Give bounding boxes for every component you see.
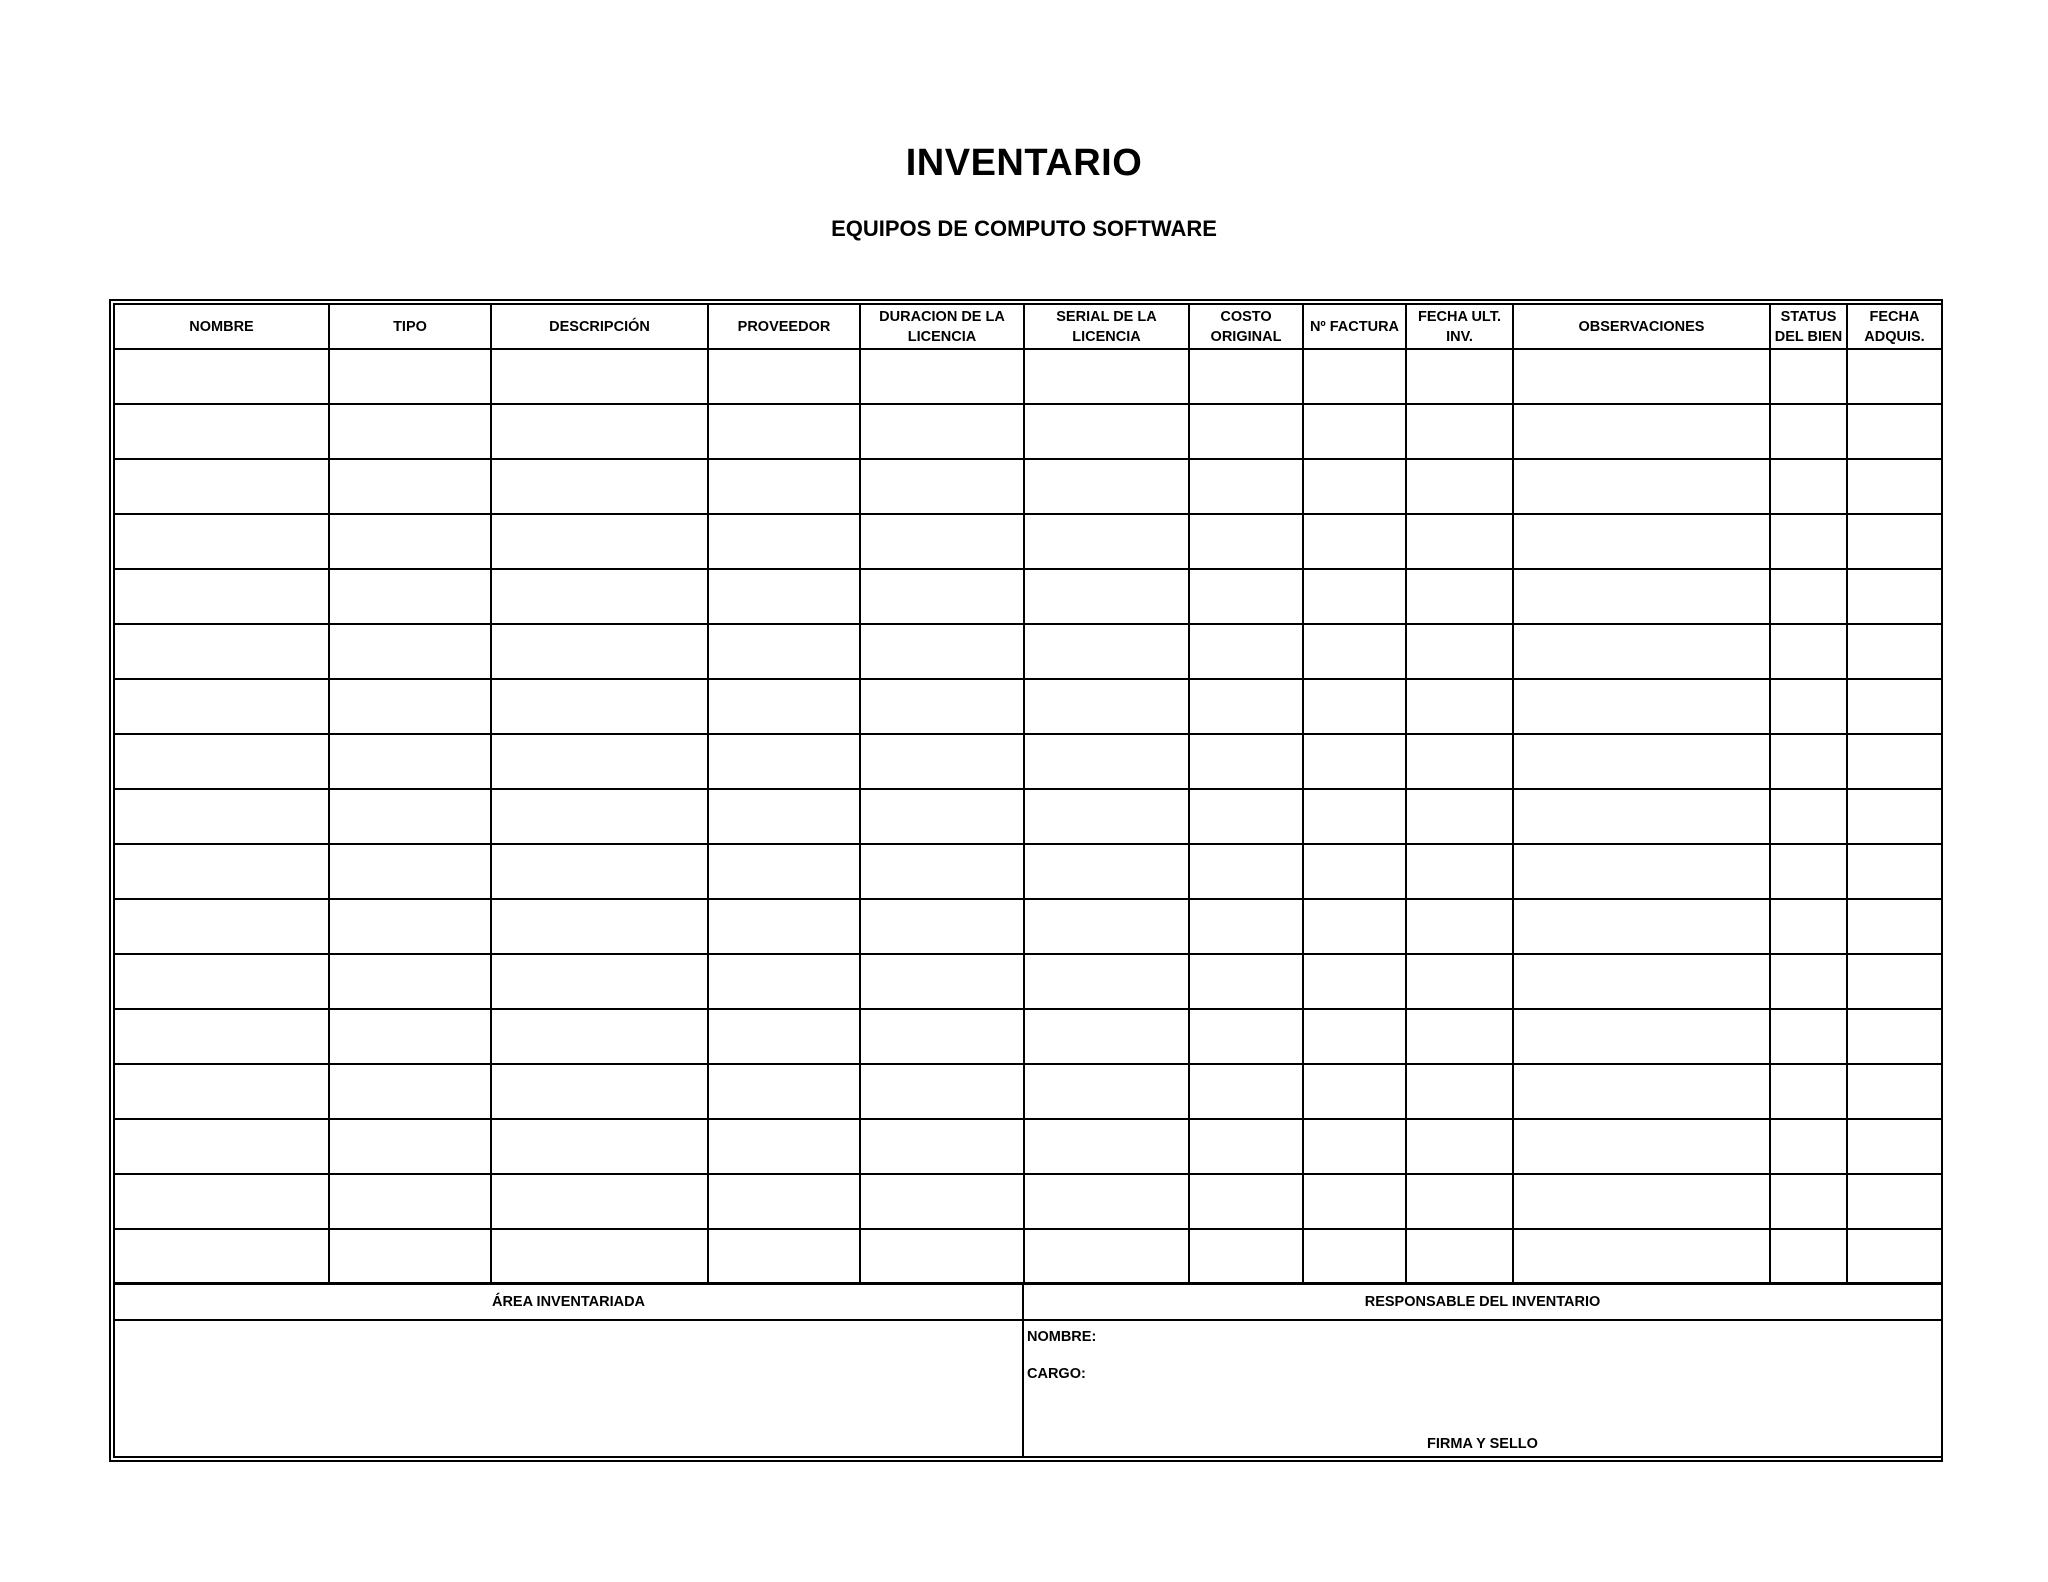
table-cell[interactable]: [1847, 844, 1942, 899]
table-cell[interactable]: [1024, 459, 1189, 514]
table-row: [114, 789, 1942, 844]
table-cell[interactable]: [1406, 679, 1513, 734]
table-cell[interactable]: [1847, 734, 1942, 789]
area-inventariada-label: ÁREA INVENTARIADA: [114, 1283, 1023, 1320]
table-cell[interactable]: [491, 404, 708, 459]
table-row: [114, 1064, 1942, 1119]
table-cell[interactable]: [491, 899, 708, 954]
table-cell[interactable]: [329, 349, 491, 404]
table-cell[interactable]: [1406, 624, 1513, 679]
table-cell[interactable]: [708, 789, 860, 844]
table-cell[interactable]: [1189, 1119, 1303, 1174]
table-cell[interactable]: [860, 899, 1024, 954]
table-cell[interactable]: [708, 899, 860, 954]
table-cell[interactable]: [329, 844, 491, 899]
table-cell[interactable]: [1024, 1174, 1189, 1229]
table-cell[interactable]: [114, 349, 329, 404]
nombre-label: NOMBRE:: [1027, 1329, 1097, 1345]
page-subtitle: EQUIPOS DE COMPUTO SOFTWARE: [831, 216, 1217, 241]
table-cell[interactable]: [860, 404, 1024, 459]
table-cell[interactable]: [329, 404, 491, 459]
table-cell[interactable]: [708, 1174, 860, 1229]
table-row: [114, 954, 1942, 1009]
table-cell[interactable]: [1303, 844, 1406, 899]
table-cell[interactable]: [860, 679, 1024, 734]
table-cell[interactable]: [708, 514, 860, 569]
table-cell[interactable]: [860, 459, 1024, 514]
table-cell[interactable]: [860, 624, 1024, 679]
table-cell[interactable]: [860, 734, 1024, 789]
column-header: OBSERVACIONES: [1513, 304, 1770, 349]
table-cell[interactable]: [1513, 1119, 1770, 1174]
table-cell[interactable]: [1847, 404, 1942, 459]
table-cell[interactable]: [1847, 569, 1942, 624]
table-cell[interactable]: [1189, 349, 1303, 404]
column-header: Nº FACTURA: [1303, 304, 1406, 349]
table-cell[interactable]: [491, 1009, 708, 1064]
table-row: [114, 459, 1942, 514]
footer-table: [113, 1282, 1943, 1458]
table-cell[interactable]: [1513, 514, 1770, 569]
table-cell[interactable]: [114, 569, 329, 624]
table-cell[interactable]: [708, 404, 860, 459]
table-cell[interactable]: [1770, 1174, 1847, 1229]
table-cell[interactable]: [1406, 734, 1513, 789]
table-cell[interactable]: [1406, 404, 1513, 459]
table-cell[interactable]: [1303, 1229, 1406, 1284]
table-cell[interactable]: [1303, 514, 1406, 569]
table-cell[interactable]: [329, 1119, 491, 1174]
table-cell[interactable]: [708, 569, 860, 624]
table-cell[interactable]: [1189, 1009, 1303, 1064]
table-cell[interactable]: [1024, 1009, 1189, 1064]
responsable-label: RESPONSABLE DEL INVENTARIO: [1023, 1283, 1942, 1320]
table-cell[interactable]: [491, 1119, 708, 1174]
table-cell[interactable]: [1770, 1229, 1847, 1284]
table-cell[interactable]: [491, 679, 708, 734]
table-row: [114, 844, 1942, 899]
table-cell[interactable]: [860, 1174, 1024, 1229]
table-cell[interactable]: [329, 569, 491, 624]
table-body: [114, 349, 1942, 1284]
table-cell[interactable]: [860, 1064, 1024, 1119]
table-cell[interactable]: [1303, 1064, 1406, 1119]
table-cell[interactable]: [1770, 899, 1847, 954]
table-cell[interactable]: [708, 844, 860, 899]
table-cell[interactable]: [860, 1229, 1024, 1284]
table-cell[interactable]: [1024, 734, 1189, 789]
table-cell[interactable]: [860, 1119, 1024, 1174]
table-cell[interactable]: [1024, 954, 1189, 1009]
table-row: [114, 1119, 1942, 1174]
table-row: [114, 1174, 1942, 1229]
column-header: DURACION DE LA LICENCIA: [860, 304, 1024, 349]
table-cell[interactable]: [114, 679, 329, 734]
table-cell[interactable]: [860, 569, 1024, 624]
table-cell[interactable]: [1406, 844, 1513, 899]
table-cell[interactable]: [1513, 404, 1770, 459]
table-cell[interactable]: [114, 1009, 329, 1064]
table-cell[interactable]: [491, 624, 708, 679]
table-cell[interactable]: [1513, 954, 1770, 1009]
table-cell[interactable]: [708, 459, 860, 514]
table-cell[interactable]: [1303, 1174, 1406, 1229]
column-header: FECHA ADQUIS.: [1847, 304, 1942, 349]
table-cell[interactable]: [1770, 514, 1847, 569]
table-cell[interactable]: [860, 349, 1024, 404]
table-cell[interactable]: [329, 1174, 491, 1229]
table-cell[interactable]: [1406, 789, 1513, 844]
table-row: [114, 349, 1942, 404]
table-cell[interactable]: [1513, 789, 1770, 844]
table-cell[interactable]: [1024, 1119, 1189, 1174]
table-cell[interactable]: [1513, 569, 1770, 624]
table-cell[interactable]: [491, 1229, 708, 1284]
table-cell[interactable]: [1770, 1119, 1847, 1174]
table-cell[interactable]: [1513, 844, 1770, 899]
table-row: [114, 734, 1942, 789]
table-cell[interactable]: [1024, 514, 1189, 569]
table-cell[interactable]: [1406, 954, 1513, 1009]
table-cell[interactable]: [860, 954, 1024, 1009]
table-cell[interactable]: [329, 734, 491, 789]
table-cell[interactable]: [1513, 459, 1770, 514]
table-cell[interactable]: [491, 569, 708, 624]
table-cell[interactable]: [708, 1064, 860, 1119]
table-cell[interactable]: [1189, 514, 1303, 569]
table-cell[interactable]: [114, 1119, 329, 1174]
table-cell[interactable]: [1024, 404, 1189, 459]
table-row: [114, 1009, 1942, 1064]
table-row: [114, 1229, 1942, 1284]
table-cell[interactable]: [1303, 624, 1406, 679]
table-cell[interactable]: [114, 899, 329, 954]
table-cell[interactable]: [329, 899, 491, 954]
table-cell[interactable]: [491, 734, 708, 789]
table-cell[interactable]: [1770, 1009, 1847, 1064]
table-cell[interactable]: [1189, 789, 1303, 844]
table-cell[interactable]: [114, 624, 329, 679]
table-cell[interactable]: [114, 404, 329, 459]
table-cell[interactable]: [329, 1229, 491, 1284]
table-cell[interactable]: [708, 1119, 860, 1174]
table-cell[interactable]: [114, 514, 329, 569]
table-cell[interactable]: [1406, 1064, 1513, 1119]
table-cell[interactable]: [1847, 1174, 1942, 1229]
table-cell[interactable]: [708, 734, 860, 789]
table-cell[interactable]: [491, 514, 708, 569]
table-row: [114, 624, 1942, 679]
table-cell[interactable]: [1189, 404, 1303, 459]
table-cell[interactable]: [1189, 734, 1303, 789]
table-cell[interactable]: [329, 1009, 491, 1064]
table-cell[interactable]: [1770, 734, 1847, 789]
table-cell[interactable]: [491, 844, 708, 899]
column-header: SERIAL DE LA LICENCIA: [1024, 304, 1189, 349]
table-cell[interactable]: [1189, 679, 1303, 734]
table-cell[interactable]: [1847, 954, 1942, 1009]
table-cell[interactable]: [1406, 514, 1513, 569]
table-cell[interactable]: [1847, 459, 1942, 514]
table-cell[interactable]: [1189, 1174, 1303, 1229]
table-cell[interactable]: [1303, 789, 1406, 844]
table-cell[interactable]: [1406, 459, 1513, 514]
table-cell[interactable]: [1406, 569, 1513, 624]
table-cell[interactable]: [708, 1009, 860, 1064]
table-cell[interactable]: [1406, 1229, 1513, 1284]
table-row: [114, 899, 1942, 954]
column-header: STATUS DEL BIEN: [1770, 304, 1847, 349]
table-cell[interactable]: [860, 1009, 1024, 1064]
table-cell[interactable]: [114, 734, 329, 789]
table-cell[interactable]: [1513, 1009, 1770, 1064]
table-cell[interactable]: [708, 954, 860, 1009]
table-cell[interactable]: [491, 954, 708, 1009]
table-cell[interactable]: [329, 459, 491, 514]
table-cell[interactable]: [1189, 624, 1303, 679]
table-cell[interactable]: [329, 954, 491, 1009]
table-cell[interactable]: [860, 789, 1024, 844]
column-header: PROVEEDOR: [708, 304, 860, 349]
table-cell[interactable]: [491, 349, 708, 404]
table-cell[interactable]: [114, 1064, 329, 1119]
column-header: NOMBRE: [114, 304, 329, 349]
table-cell[interactable]: [1847, 349, 1942, 404]
table-cell[interactable]: [1303, 954, 1406, 1009]
responsable-field[interactable]: [1023, 1320, 1942, 1457]
table-cell[interactable]: [1770, 1064, 1847, 1119]
table-cell[interactable]: [1024, 569, 1189, 624]
page-title: INVENTARIO: [905, 142, 1143, 184]
table-cell[interactable]: [1024, 624, 1189, 679]
table-cell[interactable]: [114, 954, 329, 1009]
column-header: COSTO ORIGINAL: [1189, 304, 1303, 349]
table-cell[interactable]: [1189, 1229, 1303, 1284]
table-row: [114, 404, 1942, 459]
table-cell[interactable]: [1303, 569, 1406, 624]
table-cell[interactable]: [1024, 679, 1189, 734]
table-cell[interactable]: [1847, 1009, 1942, 1064]
table-cell[interactable]: [1770, 404, 1847, 459]
table-cell[interactable]: [1770, 679, 1847, 734]
table-cell[interactable]: [1024, 1064, 1189, 1119]
table-cell[interactable]: [1406, 899, 1513, 954]
table-cell[interactable]: [114, 1174, 329, 1229]
table-cell[interactable]: [1024, 789, 1189, 844]
table-cell[interactable]: [114, 459, 329, 514]
table-cell[interactable]: [1303, 1119, 1406, 1174]
table-cell[interactable]: [1189, 1064, 1303, 1119]
table-cell[interactable]: [1406, 1009, 1513, 1064]
table-cell[interactable]: [1189, 899, 1303, 954]
table-cell[interactable]: [1513, 1229, 1770, 1284]
column-header: DESCRIPCIÓN: [491, 304, 708, 349]
table-cell[interactable]: [1406, 1174, 1513, 1229]
table-cell[interactable]: [1024, 844, 1189, 899]
table-cell[interactable]: [114, 844, 329, 899]
table-row: [114, 679, 1942, 734]
table-cell[interactable]: [329, 789, 491, 844]
table-cell[interactable]: [708, 349, 860, 404]
table-cell[interactable]: [1847, 624, 1942, 679]
table-cell[interactable]: [1770, 844, 1847, 899]
table-cell[interactable]: [1847, 899, 1942, 954]
table-cell[interactable]: [329, 679, 491, 734]
table-cell[interactable]: [1303, 349, 1406, 404]
table-cell[interactable]: [114, 789, 329, 844]
table-cell[interactable]: [1303, 1009, 1406, 1064]
table-cell[interactable]: [1513, 679, 1770, 734]
table-cell[interactable]: [708, 624, 860, 679]
table-cell[interactable]: [860, 514, 1024, 569]
table-cell[interactable]: [1406, 349, 1513, 404]
table-cell[interactable]: [1770, 954, 1847, 1009]
table-cell[interactable]: [1303, 899, 1406, 954]
table-cell[interactable]: [1303, 679, 1406, 734]
table-cell[interactable]: [708, 679, 860, 734]
area-inventariada-field[interactable]: [114, 1320, 1023, 1457]
table-cell[interactable]: [1189, 459, 1303, 514]
table-cell[interactable]: [1770, 569, 1847, 624]
table-cell[interactable]: [1303, 404, 1406, 459]
cargo-label: CARGO:: [1027, 1366, 1086, 1382]
table-cell[interactable]: [1513, 349, 1770, 404]
table-cell[interactable]: [1847, 789, 1942, 844]
table-cell[interactable]: [114, 1229, 329, 1284]
table-cell[interactable]: [329, 1064, 491, 1119]
inventory-table: [113, 303, 1943, 1285]
table-cell[interactable]: [1847, 679, 1942, 734]
table-cell[interactable]: [491, 1064, 708, 1119]
table-header-row: [114, 304, 1942, 349]
table-cell[interactable]: [1024, 349, 1189, 404]
table-cell[interactable]: [1770, 349, 1847, 404]
table-row: [114, 569, 1942, 624]
table-cell[interactable]: [1513, 899, 1770, 954]
table-row: [114, 514, 1942, 569]
table-cell[interactable]: [329, 514, 491, 569]
table-cell[interactable]: [1189, 844, 1303, 899]
table-cell[interactable]: [1303, 734, 1406, 789]
table-cell[interactable]: [1024, 899, 1189, 954]
table-cell[interactable]: [1303, 459, 1406, 514]
table-cell[interactable]: [708, 1229, 860, 1284]
table-cell[interactable]: [1770, 789, 1847, 844]
table-cell[interactable]: [1513, 1064, 1770, 1119]
table-cell[interactable]: [1770, 624, 1847, 679]
table-cell[interactable]: [491, 1174, 708, 1229]
table-cell[interactable]: [329, 624, 491, 679]
table-cell[interactable]: [1189, 954, 1303, 1009]
table-cell[interactable]: [1513, 1174, 1770, 1229]
table-cell[interactable]: [1847, 1229, 1942, 1284]
column-header: FECHA ULT. INV.: [1406, 304, 1513, 349]
table-cell[interactable]: [1847, 1119, 1942, 1174]
table-cell[interactable]: [860, 844, 1024, 899]
table-cell[interactable]: [1770, 459, 1847, 514]
table-cell[interactable]: [1513, 624, 1770, 679]
table-cell[interactable]: [1847, 514, 1942, 569]
firma-y-sello-label: FIRMA Y SELLO: [1427, 1436, 1538, 1452]
column-header: TIPO: [329, 304, 491, 349]
table-cell[interactable]: [1189, 569, 1303, 624]
table-cell[interactable]: [1513, 734, 1770, 789]
table-cell[interactable]: [1406, 1119, 1513, 1174]
table-cell[interactable]: [491, 459, 708, 514]
table-cell[interactable]: [1847, 1064, 1942, 1119]
table-cell[interactable]: [491, 789, 708, 844]
table-cell[interactable]: [1024, 1229, 1189, 1284]
